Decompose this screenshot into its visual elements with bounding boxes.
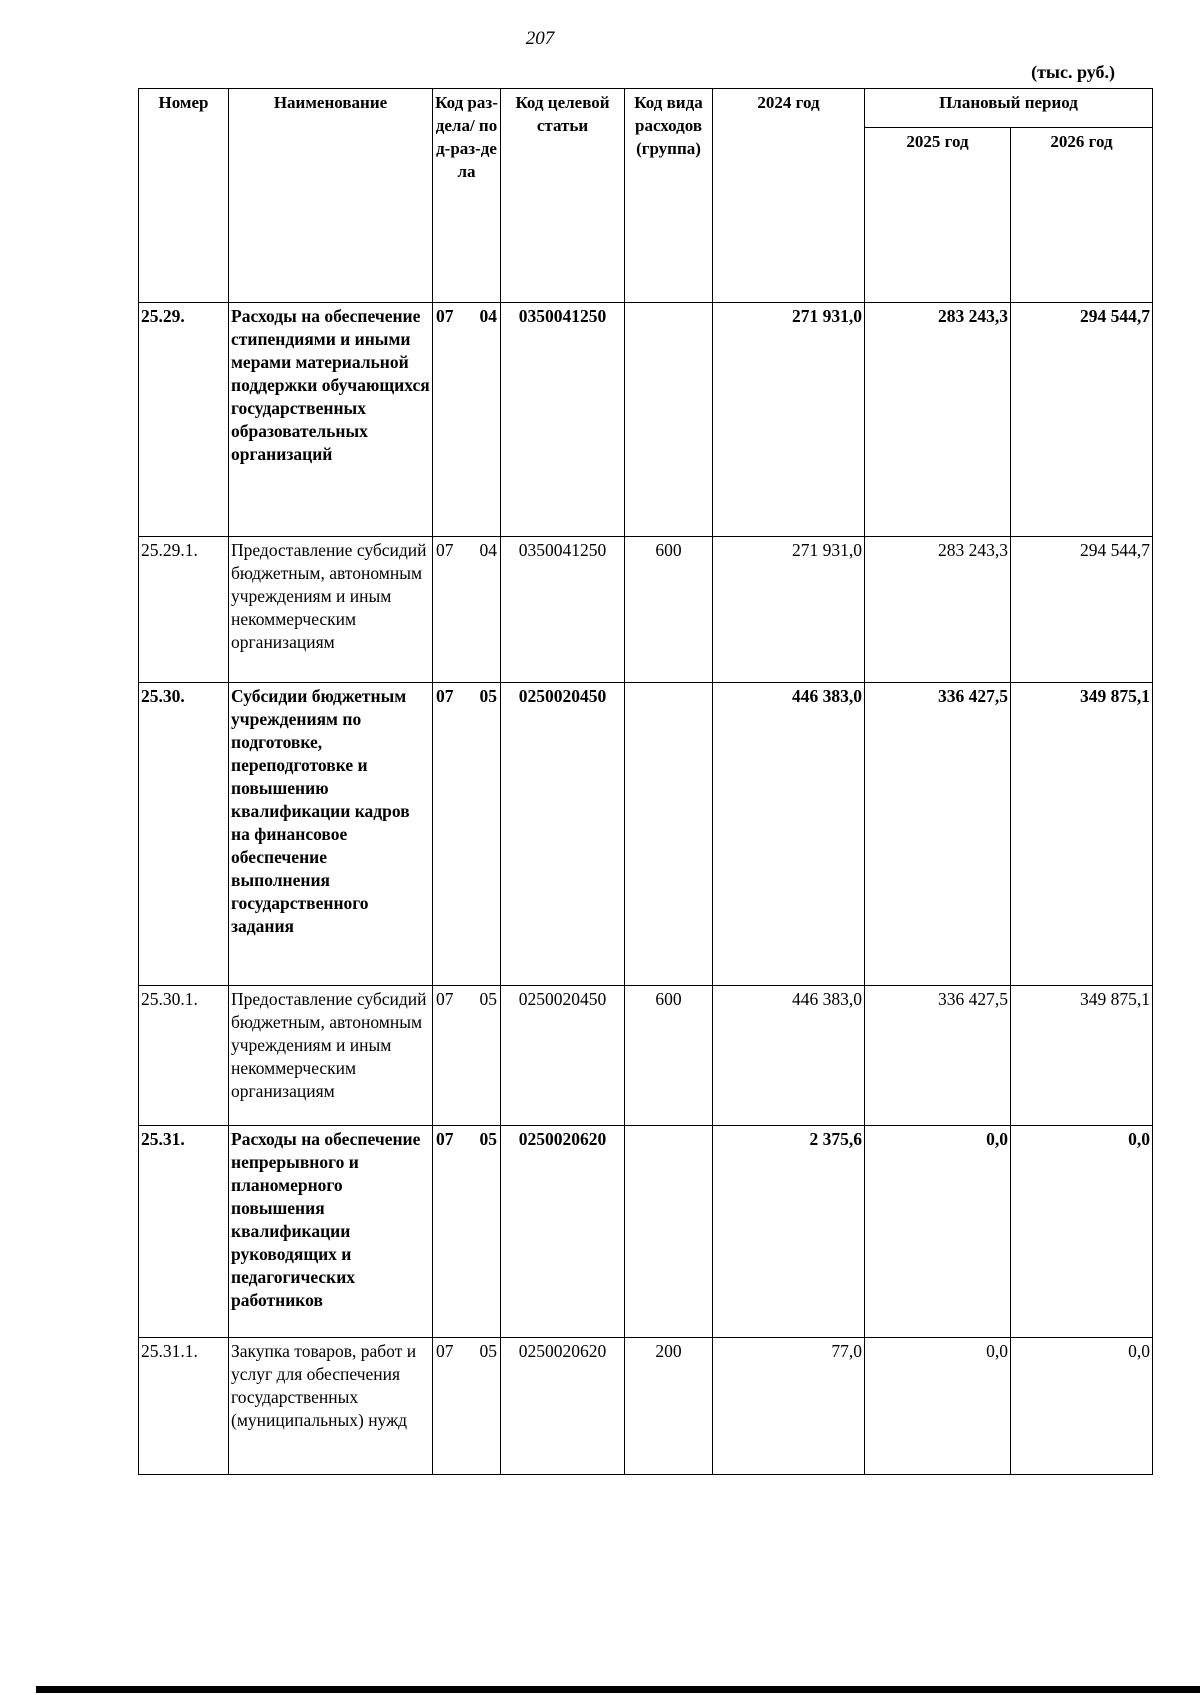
row-name: Субсидии бюджетным учреждениям по подготовке, переподготовке и повышению квалификации кадров на финансовое обеспечение выполнения государственного задания <box>229 683 433 986</box>
row-name: Расходы на обеспечение непрерывного и планомерного повышения квалификации руководящих и педагогических работников <box>229 1126 433 1338</box>
units-label: (тыс. руб.) <box>1031 62 1115 82</box>
header-target-code: Код целевой статьи <box>501 89 625 303</box>
table-row <box>139 537 1153 683</box>
row-amount-2025: 283 243,3 <box>865 303 1011 537</box>
row-number: 25.30.1. <box>139 986 229 1126</box>
subsection-code: 04 <box>479 540 497 560</box>
table-row <box>139 986 1153 1126</box>
row-section-code <box>433 683 501 986</box>
row-amount-2024: 77,0 <box>713 1338 865 1475</box>
row-number: 25.29.1. <box>139 537 229 683</box>
header-expense-type-code: Код вида расходов (группа) <box>625 89 713 303</box>
page-number: 207 <box>525 28 555 49</box>
subsection-code: 05 <box>479 1129 497 1149</box>
row-number: 25.31. <box>139 1126 229 1338</box>
row-section-code <box>433 303 501 537</box>
subsection-code: 05 <box>479 989 497 1009</box>
budget-table <box>138 88 1153 1475</box>
row-amount-2026: 294 544,7 <box>1011 303 1153 537</box>
row-amount-2026: 0,0 <box>1011 1126 1153 1338</box>
section-code: 07 <box>436 540 454 560</box>
row-target-code: 0250020450 <box>501 683 625 986</box>
table-body <box>139 303 1153 1475</box>
row-amount-2024: 271 931,0 <box>713 537 865 683</box>
row-name: Закупка товаров, работ и услуг для обеспечения государственных (муниципальных) нужд <box>229 1338 433 1475</box>
row-amount-2025: 0,0 <box>865 1338 1011 1475</box>
header-section-code: Код раз-дела/ под-раз-дела <box>433 89 501 303</box>
row-amount-2025: 336 427,5 <box>865 986 1011 1126</box>
row-amount-2024: 446 383,0 <box>713 683 865 986</box>
header-planning-period: Плановый период <box>865 89 1153 128</box>
row-name: Расходы на обеспечение стипендиями и иными мерами материальной поддержки обучающихся государственных образовательных организаций <box>229 303 433 537</box>
row-amount-2024: 2 375,6 <box>713 1126 865 1338</box>
row-amount-2025: 283 243,3 <box>865 537 1011 683</box>
section-code: 07 <box>436 686 454 706</box>
section-code: 07 <box>436 1341 454 1361</box>
row-target-code: 0350041250 <box>501 303 625 537</box>
row-number: 25.29. <box>139 303 229 537</box>
row-section-code <box>433 1126 501 1338</box>
row-expense-group <box>625 303 713 537</box>
section-code: 07 <box>436 306 454 326</box>
header-number: Номер <box>139 89 229 303</box>
subsection-code: 04 <box>479 306 497 326</box>
header-name: Наименование <box>229 89 433 303</box>
row-expense-group: 600 <box>625 986 713 1126</box>
row-expense-group <box>625 683 713 986</box>
row-amount-2026: 349 875,1 <box>1011 683 1153 986</box>
row-amount-2024: 446 383,0 <box>713 986 865 1126</box>
table-row <box>139 1338 1153 1475</box>
row-amount-2026: 294 544,7 <box>1011 537 1153 683</box>
row-expense-group: 600 <box>625 537 713 683</box>
row-amount-2025: 0,0 <box>865 1126 1011 1338</box>
section-code: 07 <box>436 989 454 1009</box>
row-section-code <box>433 537 501 683</box>
row-number: 25.30. <box>139 683 229 986</box>
row-amount-2026: 349 875,1 <box>1011 986 1153 1126</box>
row-name: Предоставление субсидий бюджетным, автономным учреждениям и иным некоммерческим организациям <box>229 537 433 683</box>
scan-edge-bar <box>36 1686 1200 1693</box>
section-code: 07 <box>436 1129 454 1149</box>
row-section-code <box>433 986 501 1126</box>
row-target-code: 0250020620 <box>501 1126 625 1338</box>
table-row <box>139 1126 1153 1338</box>
subsection-code: 05 <box>479 1341 497 1361</box>
row-expense-group <box>625 1126 713 1338</box>
header-year-2026: 2026 год <box>1011 128 1153 303</box>
row-target-code: 0250020450 <box>501 986 625 1126</box>
row-expense-group: 200 <box>625 1338 713 1475</box>
row-number: 25.31.1. <box>139 1338 229 1475</box>
row-amount-2026: 0,0 <box>1011 1338 1153 1475</box>
row-target-code: 0350041250 <box>501 537 625 683</box>
subsection-code: 05 <box>479 686 497 706</box>
header-year-2025: 2025 год <box>865 128 1011 303</box>
row-section-code <box>433 1338 501 1475</box>
row-amount-2024: 271 931,0 <box>713 303 865 537</box>
table-row <box>139 303 1153 537</box>
row-target-code: 0250020620 <box>501 1338 625 1475</box>
row-name: Предоставление субсидий бюджетным, автономным учреждениям и иным некоммерческим организациям <box>229 986 433 1126</box>
header-year-2024: 2024 год <box>713 89 865 303</box>
table-row <box>139 683 1153 986</box>
row-amount-2025: 336 427,5 <box>865 683 1011 986</box>
